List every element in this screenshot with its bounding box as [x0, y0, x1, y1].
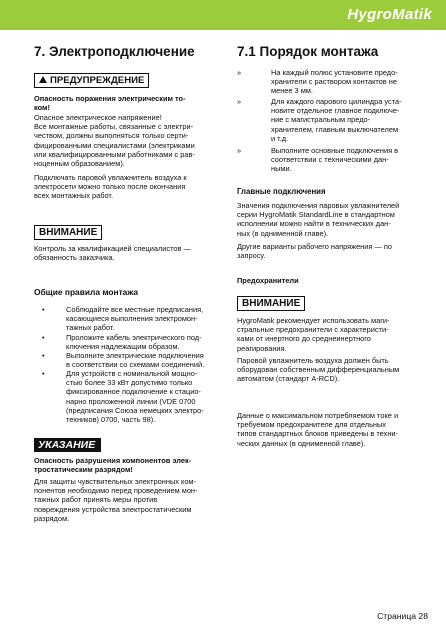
- instruction-label: УКАЗАНИЕ: [34, 438, 101, 452]
- warning-heading: Опасность поражения электрическим то- ком!: [34, 94, 186, 113]
- esd-body: Для защиты чувствительных электронных ком- понентов необходимо перед проведением мон- тажных работ принять меры против повреждения устройства электростатическим разрядом.: [34, 477, 198, 523]
- data-text: Данные о максимальном потребляемом токе и требуемом предохранителе для отдельных типов стандартных блоков приведены в техни- ческих данных (в однименной главе).: [237, 411, 399, 448]
- other-voltages: Другие варианты рабочего напряжения — по запросу.: [237, 242, 393, 261]
- attention-text: Контроль за квалификацией специалистов — обязанность заказчика.: [34, 244, 191, 263]
- section-title-installation: 7.1 Порядок монтажа: [237, 44, 379, 59]
- hygromatik-logo: HygroMatik: [347, 6, 432, 23]
- attention-label-left: ВНИМАНИЕ: [34, 225, 102, 240]
- esd-heading: Опасность разрушения компонентов элек- тростатическим разрядом!: [34, 456, 192, 475]
- header-bar: [0, 0, 446, 30]
- warning-body: Опасное электрическое напряжение! Все монтажные работы, связанные с электри- чеством, должны выполняться только серти- фицированными специалистами (электриками или квалифицированными работниками с рав- ноценным образованием).: [34, 113, 195, 169]
- warning-triangle-icon: [39, 76, 47, 83]
- rcd-text: Паровой увлажнитель воздуха должен быть оборудован собственным дифференциальным автоматом (стандарт A-RCD).: [237, 356, 400, 384]
- rules-title: Общие правила монтажа: [34, 287, 139, 297]
- warning-label: ПРЕДУПРЕЖДЕНИЕ: [34, 73, 149, 88]
- section-title-electrical: 7. Электроподключение: [34, 44, 195, 59]
- main-connections-title: Главные подключения: [237, 187, 326, 196]
- page-number: Страница 28: [377, 611, 428, 621]
- fuses-body: HygroMatik рекомендует использовать маги- стральные предохранители с характеристи- ками от инертного до среднеинертного реагирования.: [237, 316, 390, 353]
- connect-note: Подключать паровой увлажнитель воздуха к электросети можно только после окончания всех монтажных работ.: [34, 173, 187, 201]
- attention-label-right: ВНИМАНИЕ: [237, 296, 305, 311]
- main-connections-body: Значения подключения паровых увлажнителей серии HygroMatik StandardLine в стандартном исполнении можно найти в технических дан- ных (в однименной главе).: [237, 201, 400, 238]
- fuses-title: Предохранители: [237, 276, 299, 285]
